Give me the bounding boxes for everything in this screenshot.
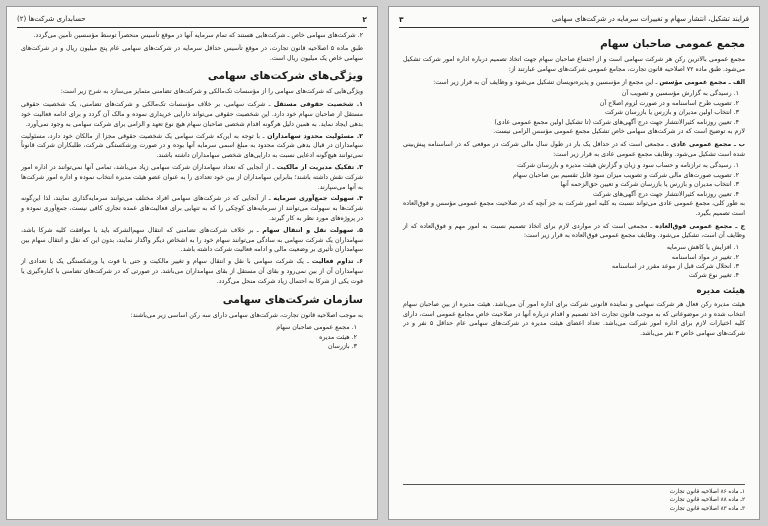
footnote: ۲ـ ماده ۸۸ اصلاحیه قانون تجارت (669, 497, 745, 504)
duty-item: ۳. انحلال شرکت قبل از موعد مقرر در اساسنامه (611, 263, 739, 271)
page-content (403, 31, 745, 513)
book-page-left (6, 6, 378, 520)
duty-item: ۲. تصویب طرح اساسنامه و در صورت لزوم اصلاح آن (599, 99, 739, 107)
org-item: ۳. بازرسان (328, 343, 357, 351)
duty-item: ۱. افزایش یا کاهش سرمایه (666, 244, 739, 252)
feature-item (21, 194, 363, 223)
assembly-type-text: ـ مجمعی است که در مواردی لازم برای اتخاذ تصمیم نسبت به امور مهم و فوق‌العاده که از وظایف آن است، تشکیل می‌شود. وظایف مجمع عمومی فوق‌العاده به قرار زیر است: (403, 222, 745, 240)
duty-item: ۱. رسیدگی به گزارش مؤسسین و تصویب آن (621, 90, 739, 98)
feature-title: ۲. مسئولیت محدود سهامداران (267, 132, 363, 140)
duty-item: ۱. رسیدگی به ترازنامه و حساب سود و زیان و گزارش هیئت مدیره و بازرسان شرکت (517, 162, 739, 170)
duty-item: ۴. تعیین روزنامه کثیرالانتشار جهت درج آگهی‌های شرکت (592, 190, 739, 198)
section-heading-board: هیئت مدیره (696, 285, 745, 296)
footnote: ۳ـ ماده ۸۳ اصلاحیه قانون تجارت (669, 505, 745, 512)
section-heading-assembly: مجمع عمومی صاحبان سهام (600, 38, 745, 50)
assembly-type (403, 140, 745, 160)
running-title: فرایند تشکیل، انتشار سهام و تغییرات سرمایه در شرکت‌های سهامی (551, 15, 749, 23)
page-number: ۲ (362, 14, 367, 24)
assembly-intro: مجمع عمومی بالاترین رکن هر شرکت سهامی است و از اجتماع صاحبان سهام جهت اتخاذ تصمیم درباره اداره امور شرکت تشکیل می‌شود. طبق ماده ۷۲ اصلاحیه قانون تجارت، مجامع عمومی شرکت‌های سهامی عبارتند از: (403, 56, 745, 73)
feature-title: ۴. سهولت جمع‌آوری سرمایه (273, 195, 363, 203)
running-title: حسابداری شرکت‌ها (۲) (17, 15, 86, 23)
book-page-right (388, 6, 760, 520)
feature-item (21, 132, 363, 161)
feature-text: ـ با توجه به این‌که شرکت سهامی یک شخصیت حقوقی مجزا از مالکان خود دارد، مسئولیت سهامداران در قبال بدهی شرکت محدود به مبلغ اسمی سرمایه آنها بوده و در صورت ورشکستگی شرکت، طلبکاران شرکت قانوناً نمی‌توانند هیچ‌گونه ادعایی نسبت به دارایی‌های شخصی سهامداران داشته باشند. (21, 132, 363, 160)
duty-item: ۲. تصویب صورت‌های مالی شرکت و تصویب میزان سود قابل تقسیم بین صاحبان سهام (513, 171, 739, 179)
note: لازم به توضیح است که در شرکت‌های سهامی خاص تشکیل مجمع عمومی مؤسس الزامی نیست. (493, 128, 745, 136)
section-heading-features: ویژگی‌های شرکت‌های سهامی (207, 70, 363, 83)
duty-item: ۴. تعیین روزنامه کثیرالانتشار جهت درج آگهی‌های شرکت (تا تشکیل اولین مجمع عمومی عادی) (494, 118, 739, 126)
feature-title: ۱. شخصیت حقوقی مستقل (273, 101, 363, 109)
duty-item: ۲. تغییر در مواد اساسنامه (671, 253, 739, 261)
assembly-type-title: ج ـ مجمع عمومی فوق‌العاده (655, 222, 745, 230)
note: به طور کلی، مجمع عمومی عادی می‌تواند نسبت به کلیه امور شرکت به جز آنچه که در صلاحیت مجمع عمومی مؤسس و فوق‌العاده است تصمیم بگیرد. (403, 200, 745, 217)
page-header (17, 13, 367, 28)
section-heading-organization: سازمان شرکت‌های سهامی (222, 293, 363, 306)
duty-item: ۴. تغییر نوع شرکت (688, 272, 739, 280)
page-number: ۳ (399, 14, 404, 24)
feature-title: ۶. تداوم فعالیت (311, 258, 363, 266)
feature-item (21, 226, 363, 255)
org-intro: به موجب اصلاحیه قانون تجارت، شرکت‌های سهامی دارای سه رکن اساسی زیر می‌باشند: (130, 311, 363, 319)
duty-item: ۳. انتخاب اولین مدیران و بازرس یا بازرسان شرکت (604, 109, 739, 117)
org-item: ۱. مجمع عمومی صاحبان سهام (276, 324, 357, 332)
page-header (399, 13, 749, 28)
footnotes (403, 484, 745, 513)
feature-text: ـ شرکت سهامی، بر خلاف مؤسسات تک‌مالکی و شرکت‌های تضامنی، یک شخصیت حقوقی مستقل از صاحبان سهام خود دارد. این شخصیت حقوقی می‌تواند دارایی خریداری نموده و مالک آن گردد و برای ادامه فعالیت خود بدهی ایجاد نماید. به همین دلیل هرگونه اقدام شخصی صاحبان سهام هیچ نوع تعهد و الزامی برای شرکت سهامی به وجود نمی‌آورد. (21, 101, 363, 128)
feature-text: ـ از آنجایی که در شرکت‌های سهامی افراد مختلف می‌توانند سرمایه‌گذاری نمایند، لذا این‌گونه شرکت‌ها به سهولت می‌توانند از سرمایه‌های کوچکی را که به تنهایی برای فعالیت‌های عمده تجاری کافی نیست، جمع‌آوری نموده و در پروژه‌های مورد نظر به کار گیرند. (21, 195, 363, 222)
board-text: هیئت مدیره رکن فعال هر شرکت سهامی و نماینده قانونی شرکت برای اداره امور آن می‌باشد. هیئت مدیره از بین صاحبان سهام انتخاب شده و در موضوعاتی که به موجب قانون تجارت اخذ تصمیم و اقدام درباره آنها در صلاحیت خاص مجامع عمومی است، دارای کلیه اختیارات لازم برای اداره امور شرکت می‌باشد. تعداد اعضای هیئت مدیره در شرکت‌های سهامی عام حداقل ۵ نفر و در شرکت‌های سهامی خاص ۳ نفر می‌باشد. (403, 300, 745, 338)
feature-item (21, 163, 363, 192)
feature-text: ـ یک شرکت سهامی با نقل و انتقال سهام و تغییر مالکیت و حتی با فوت یا ورشکستگی یک یا تعدادی از سهامداران آن از بین نمی‌رود و بقای آن مستقل از بقای سهامداران می‌باشد. در صورتی که در شرکت‌های تضامنی با کناره‌گیری یا فوت یکی از شرکا به احتمال زیاد شرکت منحل می‌گردد. (21, 258, 363, 285)
page-content (21, 31, 363, 513)
org-item: ۲. هیئت مدیره (319, 333, 357, 341)
assembly-type-title: الف ـ مجمع عمومی مؤسس (659, 78, 745, 86)
feature-text: ـ بر خلاف شرکت‌های تضامنی که انتقال سهم‌الشرکه باید با موافقت کلیه شرکا باشد، سهامداران یک شرکت سهامی به سادگی می‌توانند سهام خود را به اشخاص دیگر واگذار نمایند، بدون این که نقل و انتقال سهام بین سهامداران تأثیری بر وضعیت مالی و ادامه فعالیت شرکت داشته باشد. (21, 226, 363, 254)
footnote: ۱ـ ماده ۸۶ اصلاحیه قانون تجارت (669, 488, 745, 495)
paragraph: ۲. شرکت‌های سهامی خاص ـ شرکت‌هایی هستند که تمام سرمایه آنها در موقع تأسیس منحصراً توسط مؤسسین تأمین می‌گردد. (33, 32, 363, 39)
assembly-type-text: ـ این مجمع از مؤسسین و پذیره‌نویسان تشکیل می‌شود و وظایف آن به قرار زیر است: (433, 78, 660, 86)
assembly-type-text: ـ مجمعی است که در حداقل یک بار در طول سال مالی شرکت در موقعی که در اساسنامه پیش‌بینی شده است تشکیل می‌شود. وظایف مجمع عمومی عادی به قرار زیر است: (403, 140, 745, 158)
feature-title: ۳. تفکیک مدیریت از مالکیت (276, 163, 363, 171)
features-intro: ویژگی‌هایی که شرکت‌های سهامی را از مؤسسات تک‌مالکی و شرکت‌های تضامنی متمایز می‌سازد به شرح زیر است: (60, 88, 363, 96)
feature-text: ـ از آنجایی که تعداد سهامداران شرکت سهامی زیاد می‌باشد، تمامی آنها نمی‌توانند در اداره امور شرکت نقش داشته باشند؛ بنابراین سهامداران از بین خود تعدادی را به عنوان عضو هیئت مدیره انتخاب نموده و اداره امور شرکت‌ها به آنها می‌سپارند. (21, 163, 363, 191)
duty-item: ۳. انتخاب مدیران و بازرس یا بازرسان شرکت و تعیین حق‌الزحمه آنها (560, 181, 739, 189)
assembly-type (403, 78, 745, 88)
feature-title: ۵. سهولت نقل و انتقال سهام (262, 226, 363, 234)
paragraph: طبق ماده ۵ اصلاحیه قانون تجارت، در موقع تأسیس حداقل سرمایه در شرکت‌های سهامی عام پنج میلیون ریال و در شرکت‌های سهامی خاص یک میلیون ریال است. (21, 44, 363, 62)
assembly-type-title: ب ـ مجمع عمومی عادی (670, 140, 746, 148)
assembly-type (403, 222, 745, 242)
feature-item (21, 100, 363, 129)
feature-item (21, 257, 363, 286)
